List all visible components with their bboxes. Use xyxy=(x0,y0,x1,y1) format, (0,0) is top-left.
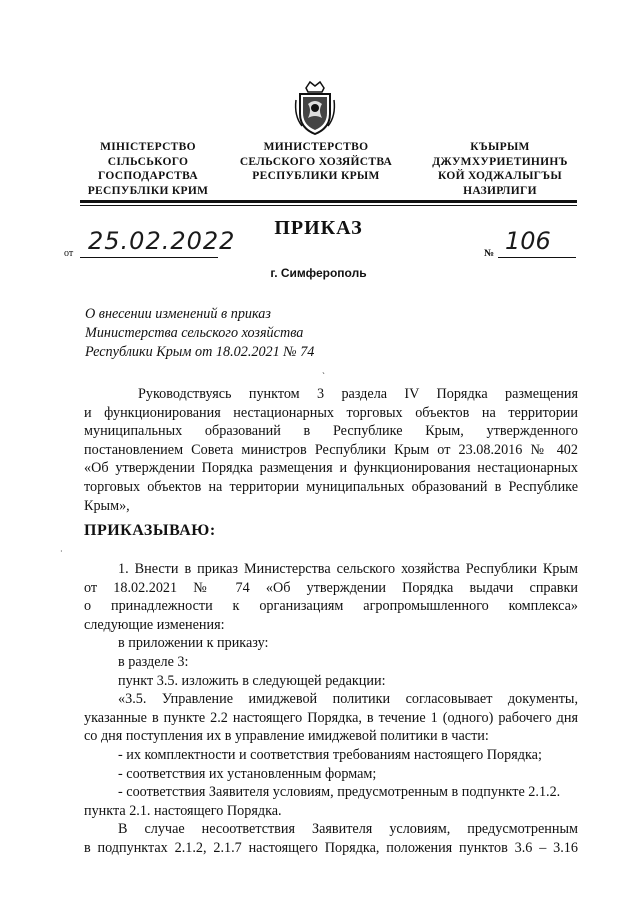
header-line: КОЙ ХОДЖАЛЫГЪЫ xyxy=(438,170,562,182)
header-divider-thick xyxy=(80,200,577,203)
subject-line: Министерства сельского хозяйства xyxy=(85,325,304,341)
text-line: муниципальных образований в Республике Крым, утвержденного xyxy=(84,423,578,440)
order-subject xyxy=(85,305,314,362)
text-line: в разделе 3: xyxy=(118,653,189,670)
text-line: 1. Внести в приказ Министерства сельского хозяйства Республики Крым xyxy=(118,561,578,577)
header-line: МІНІСТЕРСТВО xyxy=(100,141,196,153)
text-line: Руководствуясь пунктом 3 раздела IV Порядка размещения xyxy=(138,386,578,402)
text-line: - их комплектности и соответствия требованиям настоящего Порядка; xyxy=(118,746,542,763)
header-line: НАЗИРЛИГИ xyxy=(463,184,537,197)
header-line: ГОСПОДАРСТВА xyxy=(98,170,198,182)
preamble-paragraph xyxy=(84,385,578,515)
text-line: указанные в пункте 2.2 настоящего Порядка, в течение 1 (одного) рабочего дня xyxy=(84,709,578,726)
text-line: пункт 3.5. изложить в следующей редакции: xyxy=(118,672,386,689)
text-line: в приложении к приказу: xyxy=(118,635,269,652)
text-line: следующие изменения: xyxy=(84,616,225,633)
number-underline xyxy=(498,257,576,258)
text-line: и функционирования нестационарных торговых объектов на территории xyxy=(84,404,578,421)
stray-mark: ` xyxy=(322,371,325,381)
city-label: г. Симферополь xyxy=(270,266,367,280)
header-line: МИНИСТЕРСТВО xyxy=(263,141,369,153)
header-crimean-tatar xyxy=(410,140,590,198)
header-line: РЕСПУБЛИКИ КРЫМ xyxy=(252,170,380,182)
header-line: КЪЫРЫМ xyxy=(470,141,530,153)
text-line: торговых объектов на территории муниципальных образований в Республике xyxy=(84,478,578,495)
text-line: постановлением Совета министров Республики Крым от 23.08.2016 № 402 xyxy=(84,441,578,458)
text-line: «3.5. Управление имиджевой политики согласовывает документы, xyxy=(118,691,578,708)
header-divider-thin xyxy=(80,205,577,206)
subject-line: Республики Крым от 18.02.2021 № 74 xyxy=(85,344,315,360)
handwritten-number: 106 xyxy=(505,227,551,255)
header-line: ДЖУМХУРИЕТИНИНЪ xyxy=(432,155,568,168)
text-line: - соответствия Заявителя условиям, предусмотренным в подпункте 2.1.2. xyxy=(118,784,561,801)
text-line: со дня поступления их в управление имиджевой политики в части: xyxy=(84,728,489,745)
order-body xyxy=(84,560,578,858)
header-line: СЕЛЬСКОГО ХОЗЯЙСТВА xyxy=(239,155,393,168)
header-ukrainian xyxy=(80,140,216,198)
header-line: РЕСПУБЛІКИ КРИМ xyxy=(87,184,209,197)
number-prefix: № xyxy=(484,248,495,259)
text-line: - соответствия их установленным формам; xyxy=(118,765,377,782)
decree-heading: ПРИКАЗЫВАЮ: xyxy=(84,522,216,539)
date-prefix: от xyxy=(64,248,74,259)
handwritten-date: 25.02.2022 xyxy=(88,227,236,255)
text-line: в подпунктах 2.1.2, 2.1.7 настоящего Порядка, положения пунктов 3.6 – 3.16 xyxy=(84,839,578,856)
subject-line: О внесении изменений в приказ xyxy=(85,306,271,322)
text-line: «Об утверждении Порядка размещения и функционирования нестационарных xyxy=(84,460,578,477)
text-line: пункта 2.1. настоящего Порядка. xyxy=(84,802,282,819)
header-russian xyxy=(232,140,400,184)
date-underline xyxy=(80,257,218,258)
margin-mark: · xyxy=(60,547,63,556)
text-line: о принадлежности к организациям агропромышленного комплекса» xyxy=(84,598,578,615)
header-line: СІЛЬСЬКОГО xyxy=(107,155,189,168)
text-line: от 18.02.2021 № 74 «Об утверждении Порядка выдачи справки xyxy=(84,579,578,596)
coat-of-arms-icon xyxy=(292,80,338,136)
document-title: ПРИКАЗ xyxy=(274,217,363,239)
text-line: Крым», xyxy=(84,497,130,514)
text-line: В случае несоответствия Заявителя условиям, предусмотренным xyxy=(118,821,578,838)
